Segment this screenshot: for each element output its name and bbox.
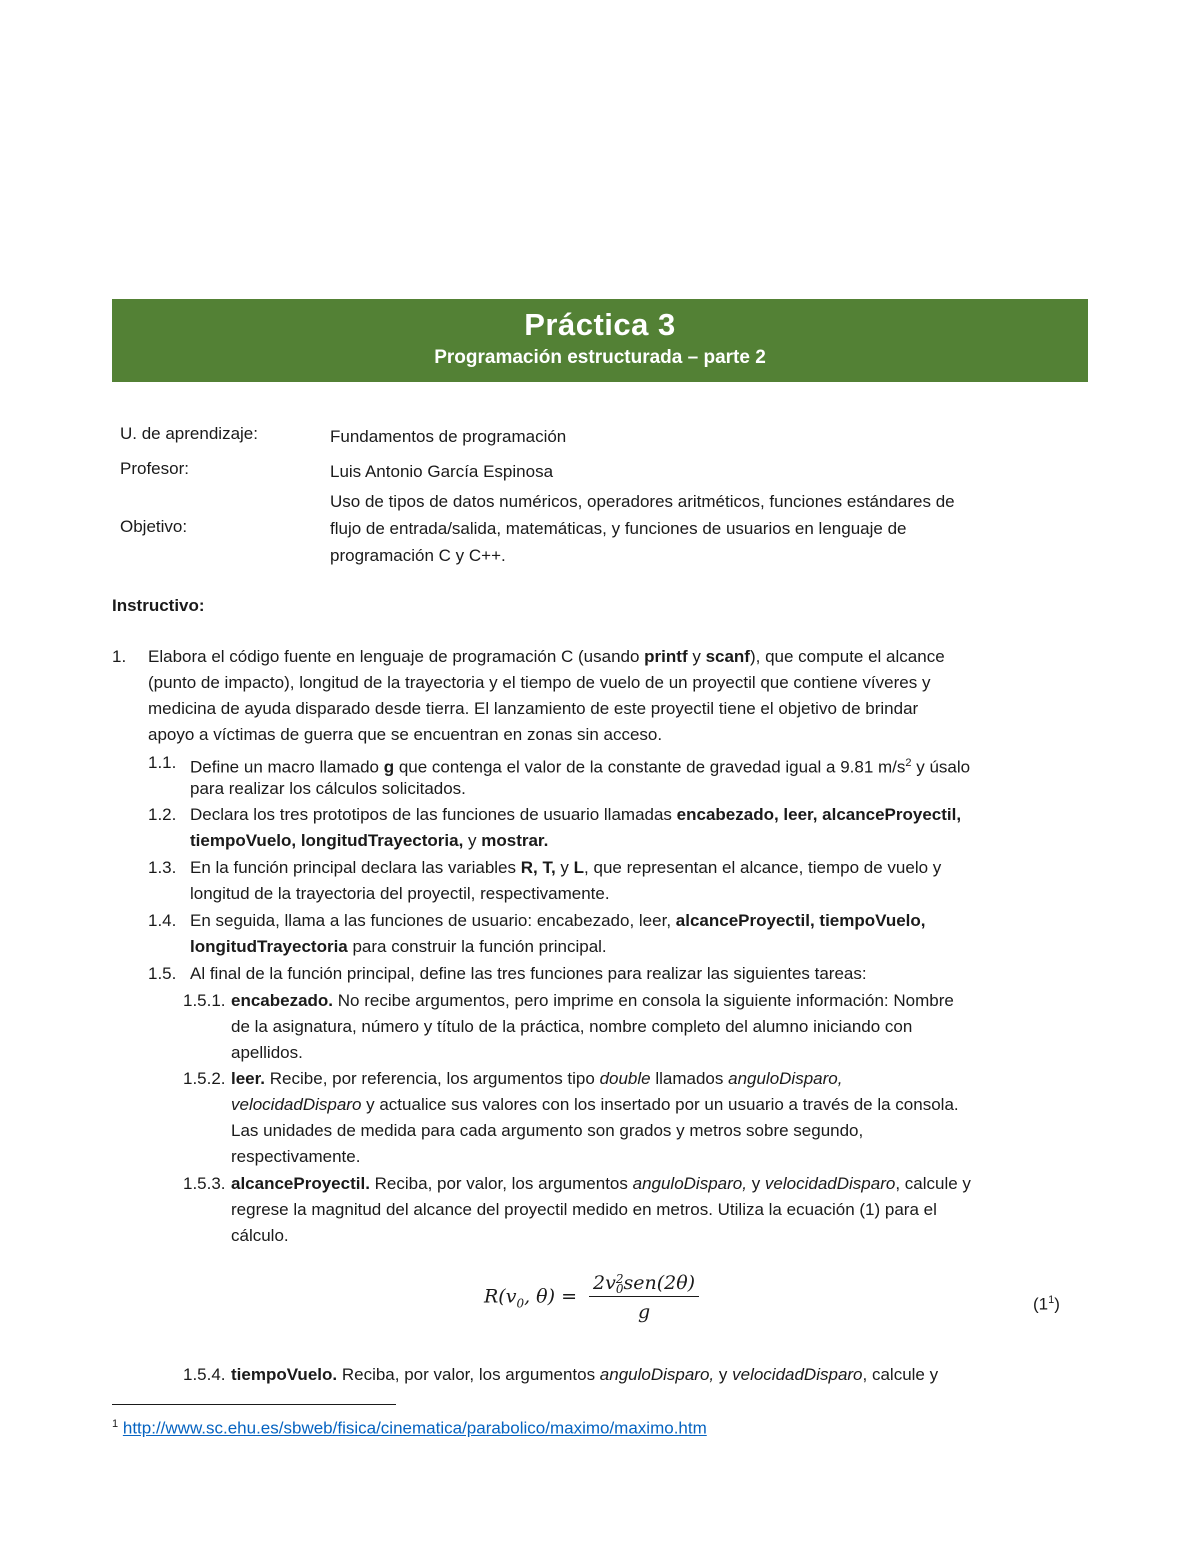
title-banner bbox=[112, 299, 1088, 382]
item-1-line: (punto de impacto), longitud de la trayectoria y el tiempo de vuelo de un proyectil que contiene víveres y bbox=[148, 673, 931, 692]
item-1-5-2-line: Las unidades de medida para cada argumento son grados y metros sobre segundo, bbox=[231, 1121, 864, 1140]
item-1-5-2-number: 1.5.2. bbox=[183, 1069, 226, 1088]
item-1-3-number: 1.3. bbox=[148, 858, 177, 877]
item-1-5-2-line: respectivamente. bbox=[231, 1147, 361, 1166]
unit-value: Fundamentos de programación bbox=[330, 427, 567, 446]
item-1-3-line: longitud de la trayectoria del proyectil, respectivamente. bbox=[190, 884, 610, 903]
item-1-4-number: 1.4. bbox=[148, 911, 177, 930]
item-1-4-line: longitudTrayectoria para construir la función principal. bbox=[190, 937, 607, 956]
item-1-5-1-line: de la asignatura, número y título de la práctica, nombre completo del alumno iniciando con bbox=[231, 1017, 913, 1036]
item-1-line: Elabora el código fuente en lenguaje de programación C (usando printf y scanf), que compute el alcance bbox=[148, 647, 945, 666]
item-1-2-line: Declara los tres prototipos de las funciones de usuario llamadas encabezado, leer, alcanceProyectil, bbox=[190, 805, 962, 824]
item-1-5-line: Al final de la función principal, define las tres funciones para realizar las siguientes tareas: bbox=[190, 964, 867, 983]
instructivo-heading: Instructivo: bbox=[112, 596, 205, 615]
item-1-5-1-line: apellidos. bbox=[231, 1043, 303, 1062]
item-1-5-number: 1.5. bbox=[148, 964, 177, 983]
item-1-1-line: Define un macro llamado g que contenga el valor de la constante de gravedad igual a 9.81 $m/s^2$ y úsalo bbox=[190, 757, 971, 777]
item-1-line: apoyo a víctimas de guerra que se encuentran en zonas sin acceso. bbox=[148, 725, 663, 744]
item-1-1-line: para realizar los cálculos solicitados. bbox=[190, 779, 466, 798]
footnote bbox=[112, 1418, 707, 1439]
item-1-4-line: En seguida, llama a las funciones de usuario: encabezado, leer, alcanceProyectil, tiempoVuelo, bbox=[190, 911, 926, 930]
footnote-separator bbox=[112, 1404, 396, 1405]
objective-line: programación C y C++. bbox=[330, 546, 506, 565]
page-title: Práctica 3 bbox=[524, 307, 676, 342]
item-1-5-3-number: 1.5.3. bbox=[183, 1174, 226, 1193]
range-equation: $R(v_0$, θ) = 2v 2 0 sen(2θ) g bbox=[484, 1272, 699, 1323]
item-1-5-4-number: 1.5.4. bbox=[183, 1365, 226, 1384]
equation-numerator: 2v 2 0 sen(2θ) bbox=[589, 1272, 699, 1297]
item-1-5-3-line: alcanceProyectil. Reciba, por valor, los argumentos anguloDisparo, y velocidadDisparo, calcule y bbox=[231, 1174, 971, 1193]
item-1-5-2-line: velocidadDisparo y actualice sus valores con los insertado por un usuario a través de la consola. bbox=[231, 1095, 959, 1114]
item-1-5-2-line: leer. Recibe, por referencia, los argumentos tipo double llamados anguloDisparo, bbox=[231, 1069, 843, 1088]
item-1-5-1-line: encabezado. No recibe argumentos, pero imprime en consola la siguiente información: Nombre bbox=[231, 991, 954, 1010]
equation-number: $(1^1)$ bbox=[1033, 1294, 1060, 1314]
item-1-line: medicina de ayuda disparado desde tierra. El lanzamiento de este proyectil tiene el objetivo de brindar bbox=[148, 699, 919, 718]
item-1-1-number: 1.1. bbox=[148, 753, 177, 772]
objective-value bbox=[330, 488, 1080, 569]
item-1-2-line: tiempoVuelo, longitudTrayectoria, y mostrar. bbox=[190, 831, 549, 850]
item-1-number: 1. bbox=[112, 647, 127, 666]
professor-label: Profesor: bbox=[120, 459, 189, 478]
equation-denominator: g bbox=[637, 1301, 651, 1323]
item-1-5-1-number: 1.5.1. bbox=[183, 991, 226, 1010]
item-1-5-3-line: regrese la magnitud del alcance del proyectil medido en metros. Utiliza la ecuación (1) para el bbox=[231, 1200, 937, 1219]
page-subtitle: Programación estructurada – parte 2 bbox=[434, 347, 766, 368]
footnote-link[interactable]: http://www.sc.ehu.es/sbweb/fisica/cinematica/parabolico/maximo/maximo.htm bbox=[122, 1418, 707, 1438]
objective-line: flujo de entrada/salida, matemáticas, y funciones de usuarios en lenguaje de bbox=[330, 519, 907, 538]
professor-value: Luis Antonio García Espinosa bbox=[330, 462, 554, 481]
equation-fraction bbox=[589, 1272, 699, 1323]
item-1-2-number: 1.2. bbox=[148, 805, 177, 824]
objective-label: Objetivo: bbox=[120, 517, 188, 536]
unit-label: U. de aprendizaje: bbox=[120, 424, 258, 443]
objective-line: Uso de tipos de datos numéricos, operadores aritméticos, funciones estándares de bbox=[330, 492, 955, 511]
item-1-5-3-line: cálculo. bbox=[231, 1226, 289, 1245]
item-1-5-4-line: tiempoVuelo. Reciba, por valor, los argumentos anguloDisparo, y velocidadDisparo, calcule y bbox=[231, 1365, 939, 1384]
footnote-mark: 1 bbox=[112, 1418, 119, 1430]
item-1-3-line: En la función principal declara las variables R, T, y L, que representan el alcance, tiempo de vuelo y bbox=[190, 858, 942, 877]
